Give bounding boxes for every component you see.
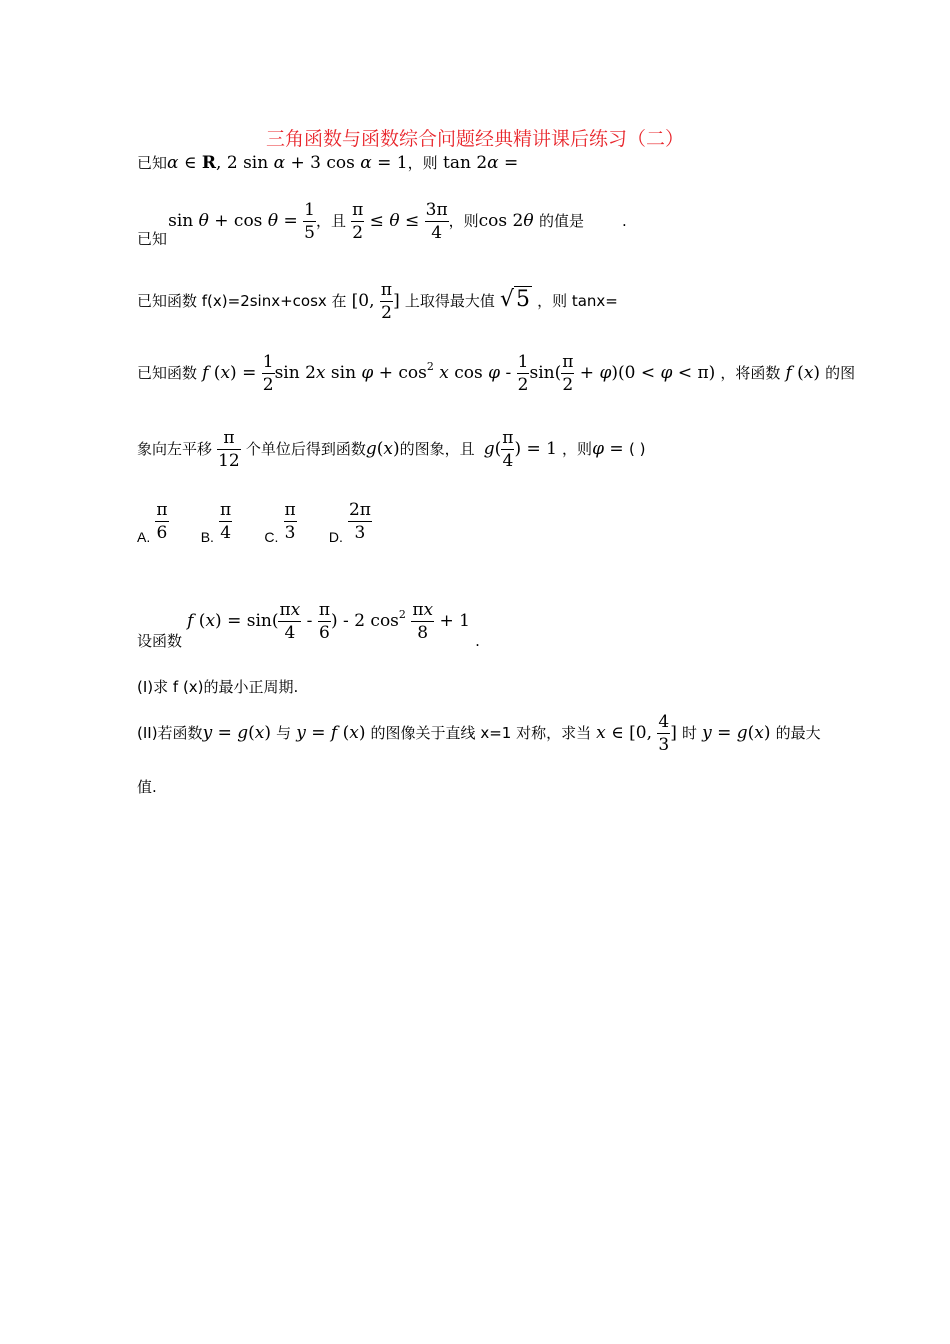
q4-fraction-pi-12: $\frac{\pi}{12}$	[218, 428, 240, 471]
option-b-fraction: $\frac{\pi}{4}$	[220, 500, 232, 543]
q4-units: 个单位后得到函数	[245, 440, 366, 458]
option-a[interactable]: A. $\frac{\pi}{6}$	[137, 500, 168, 545]
q5-formula: f (x) = sin(	[187, 611, 279, 631]
q4-fraction-1-2b: $\frac{1}{2}$	[517, 352, 529, 395]
option-d-fraction: $\frac{2\pi}{3}$	[348, 500, 371, 543]
q3-interval: [0,	[351, 291, 380, 311]
q2-formula: sin θ + cos θ =	[168, 211, 304, 231]
q2-suffix: 的值是	[539, 212, 585, 230]
q5-part-1: (I)求 f (x)的最小正周期.	[137, 678, 299, 696]
q2-then: ，则	[448, 212, 479, 230]
q1-target: tan 2α	[437, 153, 499, 173]
q5-part2-start: (II)若函数	[137, 724, 203, 742]
q5-fraction-pix-4: $\frac{\pi x}{4}$	[279, 600, 301, 643]
question-4-options	[137, 500, 372, 545]
q5-end: .	[475, 632, 480, 650]
q3-prefix: 已知函数 f(x)=2sinx+cosx 在	[137, 292, 347, 310]
question-1	[137, 152, 518, 173]
question-4-line-2: 象向左平移 $\frac{\pi}{12}$ 个单位后得到函数g(x)的图象，且 g( $\frac{\pi}{4}$ ) = 1 ，则φ = ( )	[137, 428, 646, 471]
q4-then: ，则	[562, 440, 593, 458]
q2-fraction-1-5: $\frac{1}{5}$	[304, 200, 315, 243]
q2-and: ，且	[315, 212, 346, 230]
option-c-fraction: $\frac{\pi}{3}$	[284, 500, 296, 543]
q5-and: 与	[276, 724, 292, 742]
q5-part-2: (II)若函数y = g(x) 与 y = f (x) 的图像关于直线 x=1 对称，求当 x ∈ [0, $\frac{4}{3}$ ] 时 y = g(x) 的最大	[137, 712, 821, 755]
question-3: 已知函数 f(x)=2sinx+cosx 在 [0, $\frac{\pi}{2}$ ] 上取得最大值 √5 ，则 tanx=	[137, 280, 618, 323]
q4-fraction-pi-4: $\frac{\pi}{4}$	[502, 428, 514, 471]
q2-fraction-pi-2: $\frac{\pi}{2}$	[352, 200, 364, 243]
q5-max: 的最大	[775, 724, 821, 742]
q5-when: 时	[681, 724, 697, 742]
q4-fraction-1-2a: $\frac{1}{2}$	[262, 352, 274, 395]
question-4-line-1: 已知函数 f (x) = $\frac{1}{2}$ sin 2x $\sin \varphi + \cos^2 x$ cos φ - $\frac{1}{2}$ sin( $\frac{\pi}{2}$ + φ)(0 < φ < π) ，将函数 f (x) 的图	[137, 352, 856, 395]
q1-formula: α ∈ R, 2 sin α + 3 cos α = 1	[167, 153, 408, 173]
document-title: 三角函数与函数综合问题经典精讲课后练习（二）	[265, 128, 684, 150]
question-2: 已知 sin θ + cos θ = $\frac{1}{5}$ ，且 $\frac{\pi}{2}$ ≤ θ ≤ $\frac{3\pi}{4}$ ，则cos 2θ 的值是 .	[137, 200, 627, 248]
q4-formula: f (x) =	[202, 363, 262, 383]
q5-sym: 的图像关于直线 x=1 对称，求当	[370, 724, 592, 742]
q4-tu: 的图	[825, 364, 856, 382]
q5-fraction-4-3: $\frac{4}{3}$	[658, 712, 670, 755]
q4-prefix: 已知函数	[137, 364, 198, 382]
q2-fraction-3pi-4: $\frac{3\pi}{4}$	[425, 200, 448, 243]
q4-comma: ，将函数	[720, 364, 781, 382]
q5-tail: 值.	[137, 778, 157, 796]
q3-mid: 上取得最大值	[404, 292, 495, 310]
q4-image-of: 的图象，且	[399, 440, 475, 458]
q1-equals: =	[504, 153, 519, 173]
q2-end: .	[622, 212, 627, 230]
q2-prefix: 已知	[137, 230, 168, 248]
q3-sqrt-value: 5	[515, 287, 530, 312]
q3-fraction-pi-2: $\frac{\pi}{2}$	[380, 280, 393, 323]
option-b[interactable]: B. $\frac{\pi}{4}$	[200, 500, 232, 545]
q2-target: cos 2θ	[478, 211, 534, 231]
q4-line2-start: 象向左平移	[137, 440, 213, 458]
q5-fraction-pi-6: $\frac{\pi}{6}$	[318, 600, 331, 643]
q5-fraction-pix-8: $\frac{\pi x}{8}$	[412, 600, 434, 643]
option-c[interactable]: C. $\frac{\pi}{3}$	[264, 500, 296, 545]
q3-then: ，则 tanx=	[537, 292, 618, 310]
q4-fraction-pi-2: $\frac{\pi}{2}$	[562, 352, 574, 395]
option-d[interactable]: D. $\frac{2\pi}{3}$	[328, 500, 371, 545]
q1-then: ，则	[407, 154, 438, 172]
question-5: 设函数 f (x) = sin( $\frac{\pi x}{4}$ - $\frac{\pi}{6}$ ) - 2 $\cos^2$ $\frac{\pi x}{8}$ + 1 .	[137, 600, 480, 650]
q3-sqrt: √5	[499, 287, 530, 312]
q4-blank: ( )	[629, 440, 646, 458]
q1-prefix: 已知	[137, 154, 168, 172]
q5-prefix: 设函数	[137, 632, 183, 650]
option-a-fraction: $\frac{\pi}{6}$	[156, 500, 168, 543]
